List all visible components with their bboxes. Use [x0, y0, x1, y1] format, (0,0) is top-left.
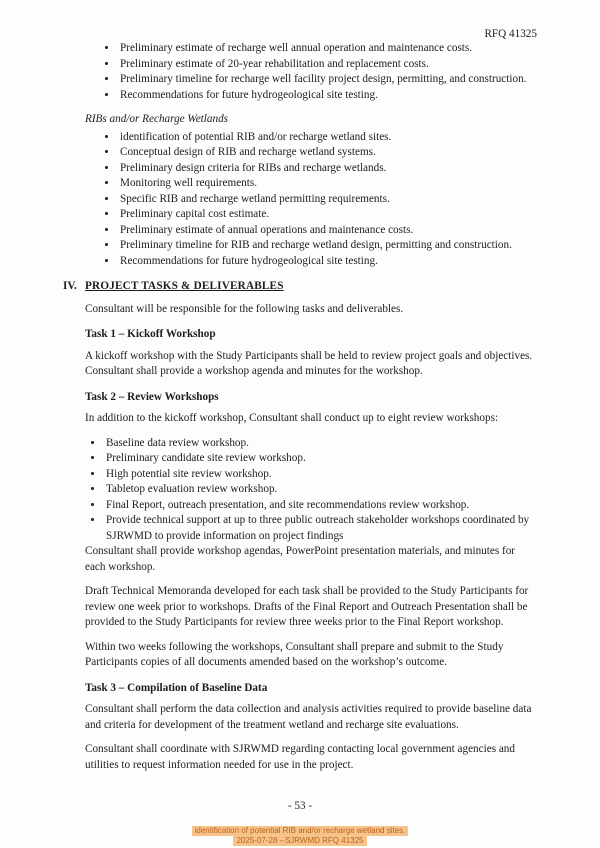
task1-heading: Task 1 – Kickoff Workshop — [85, 328, 216, 340]
list-item: • Specific RIB and recharge wetland permitting requirements. — [118, 192, 537, 208]
annotation-line — [0, 836, 600, 846]
annotation-highlight: identification of potential RIB and/or recharge wetland sites. — [192, 826, 409, 836]
search-highlight-annotation — [0, 826, 600, 846]
list-item: • Recommendations for future hydrogeological site testing. — [118, 254, 537, 270]
list-item: • Monitoring well requirements. — [118, 176, 537, 192]
task2-workshops-list — [85, 436, 537, 545]
page-number: - 53 - — [287, 799, 313, 812]
list-item: • Conceptual design of RIB and recharge wetland systems. — [118, 145, 537, 161]
task3-paragraph: Consultant shall coordinate with SJRWMD regarding contacting local government agencies and utilities to request information needed for use in the project. — [85, 743, 515, 771]
list-item: • Tabletop evaluation review workshop. — [104, 482, 537, 498]
ribs-deliverables-list — [85, 130, 537, 270]
ribs-section-heading: RIBs and/or Recharge Wetlands — [85, 113, 229, 125]
list-item: • Preliminary estimate of 20-year rehabilitation and replacement costs. — [118, 57, 537, 73]
task3-paragraph: Consultant shall perform the data collection and analysis activities required to provide baseline data and criteria for development of the treatment wetland and recharge site evaluations. — [85, 703, 532, 731]
list-item: • Recommendations for future hydrogeological site testing. — [118, 88, 537, 104]
list-item: • Preliminary capital cost estimate. — [118, 207, 537, 223]
list-item: • Preliminary candidate site review workshop. — [104, 451, 537, 467]
list-item: • Provide technical support at up to three public outreach stakeholder workshops coordinated by SJRWMD to provide information on project findings — [104, 513, 537, 544]
task2-heading: Task 2 – Review Workshops — [85, 390, 219, 403]
list-item: • Preliminary timeline for RIB and recharge wetland design, permitting and construction. — [118, 238, 537, 254]
task2-intro-paragraph: In addition to the kickoff workshop, Consultant shall conduct up to eight review workshops: — [85, 412, 499, 424]
list-item: • Preliminary estimate of annual operations and maintenance costs. — [118, 223, 537, 239]
list-item: • Baseline data review workshop. — [104, 436, 537, 452]
task2-paragraph: Within two weeks following the workshops, Consultant shall prepare and submit to the Study Participants copies of all documents amended based on the workshop’s outcome. — [85, 640, 504, 668]
task1-paragraph: A kickoff workshop with the Study Participants shall be held to review project goals and objectives. Consultant shall provide a workshop agenda and minutes for the workshop. — [85, 349, 533, 377]
annotation-highlight: 2025-07-28 --SJRWMD RFQ 41325 — [233, 836, 366, 846]
task3-heading: Task 3 – Compilation of Baseline Data — [85, 681, 268, 694]
list-item: • Preliminary estimate of recharge well annual operation and maintenance costs. — [118, 41, 537, 57]
section-intro-paragraph: Consultant will be responsible for the following tasks and deliverables. — [85, 302, 404, 315]
task2-paragraph: Draft Technical Memoranda developed for each task shall be provided to the Study Participants for review one week prior to workshops. Drafts of the Final Report and Outreach Presentation shall be provided to the Study Participants for review three weeks prior to the Final Report workshop. — [85, 585, 529, 628]
section-number: IV. — [63, 280, 77, 292]
doc-reference: RFQ 41325 — [484, 28, 537, 40]
section-iv-heading — [63, 279, 537, 295]
annotation-line — [0, 826, 600, 836]
list-item: • Preliminary timeline for recharge well facility project design, permitting, and construction. — [118, 72, 537, 88]
task2-paragraph: Consultant shall provide workshop agendas, PowerPoint presentation materials, and minutes for each workshop. — [85, 545, 516, 573]
recharge-well-deliverables-list — [85, 41, 537, 103]
list-item: • High potential site review workshop. — [104, 467, 537, 483]
list-item: • Final Report, outreach presentation, and site recommendations review workshop. — [104, 498, 537, 514]
list-item: • Preliminary design criteria for RIBs and recharge wetlands. — [118, 161, 537, 177]
list-item: • identification of potential RIB and/or recharge wetland sites. — [118, 130, 537, 146]
section-title: PROJECT TASKS & DELIVERABLES — [85, 280, 284, 292]
